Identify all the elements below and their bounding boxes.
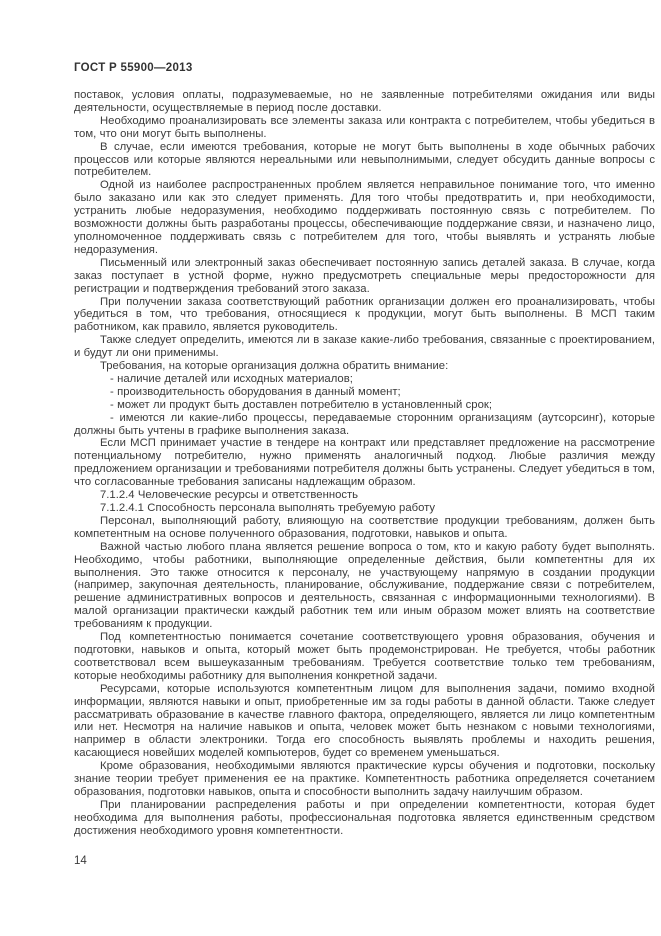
paragraph: Также следует определить, имеются ли в заказе какие-либо требования, связанные с проектированием, и будут ли они применимы.	[74, 334, 655, 360]
paragraph: Требования, на которые организация должна обратить внимание:	[100, 360, 449, 373]
paragraph: Под компетентностью понимается сочетание соответствующего уровня образования, обучения и подготовки, навыков и опыта, который может быть продемонстрирован. Не требуется, чтобы работник соответствовал всем вышеуказанным требованиям. Требуется соответствие только тем требованиям, которые необходимы работнику для выполнения конкретной задачи.	[74, 631, 655, 682]
paragraph: Если МСП принимает участие в тендере на контракт или представляет предложение на рассмотрение потенциальному потребителю, нужно применять аналогичный подход. Любые различия между предложением организации и требованиями потребителя должны быть устранены. Следует убедиться в том, что согласованные требования записаны надлежащим образом.	[74, 437, 655, 489]
page-number: 14	[74, 855, 87, 867]
paragraph: При планировании распределения работы и при определении компетентности, которая будет необходима для выполнения работы, профессиональная подготовка является единственным средством достижения необходимого уровня компетентности.	[74, 798, 655, 837]
list-item: - может ли продукт быть доставлен потребителю в установленный срок;	[110, 398, 492, 411]
text-column	[74, 62, 655, 838]
paragraph: поставок, условия оплаты, подразумеваемые, но не заявленные потребителями ожидания или виды деятельности, осуществляемые в период после доставки.	[74, 89, 655, 114]
paragraph: Одной из наиболее распространенных проблем является неправильное понимание того, что именно было заказано или как это следует применять. Для того чтобы предотвратить и, при необходимости, устранить любые недоразумения, необходимо поддерживать постоянную связь с потребителем. По возможности должны быть разработаны процессы, обеспечивающие поддержание связи, и назначено лицо, уполномоченное поддерживать связь с потребителем для того, чтобы выявлять и устранять любые недоразумения.	[74, 179, 655, 256]
list-item: - наличие деталей или исходных материалов;	[110, 372, 353, 385]
paragraph: Ресурсами, которые используются компетентным лицом для выполнения задачи, помимо входной информации, являются навыки и опыт, приобретенные им за годы работы в данной области. Также следует рассматривать образование в качестве главного фактора, определяющего, является ли лицо компетентным или нет. Несмотря на наличие навыков и опыта, человек может быть незнаком с новыми технологиями, например в области электроники. Тогда его способность выявлять проблемы и находить решения, касающиеся новейших моделей компьютеров, будет со временем уменьшаться.	[74, 682, 655, 760]
list-item: - производительность оборудования в данный момент;	[110, 385, 401, 398]
running-header: ГОСТ Р 55900—2013	[74, 62, 193, 74]
paragraph: При получении заказа соответствующий работник организации должен его проанализировать, чтобы убедиться в том, что требования, относящиеся к продукции, могут быть выполнены. В МСП таким работником, как правило, является руководитель.	[74, 295, 655, 334]
paragraph: Персонал, выполняющий работу, влияющую на соответствие продукции требованиям, должен быть компетентным на основе полученного образования, подготовки, навыков и опыта.	[74, 514, 655, 540]
paragraph: В случае, если имеются требования, которые не могут быть выполнены в ходе обычных рабочих процессов или которые являются нереальными или невыполнимыми, следует обсудить данные вопросы с потребителем.	[74, 140, 655, 179]
paragraph: Кроме образования, необходимыми являются практические курсы обучения и подготовки, поскольку знание теории требует применения ее на практике. Компетентность работника определяется сочетанием образования, подготовки навыков, опыта и способности выполнить задачу наилучшим образом.	[74, 760, 655, 798]
clause-heading: 7.1.2.4.1 Способность персонала выполнять требуемую работу	[100, 502, 436, 514]
paragraph: Необходимо проанализировать все элементы заказа или контракта с потребителем, чтобы убедиться в том, что они могут быть выполнены.	[74, 114, 655, 140]
list-item: - имеются ли какие-либо процессы, передаваемые сторонним организациям (аутсорсинг), которые должны быть учтены в графике выполнения заказа.	[74, 411, 655, 437]
paragraph: Важной частью любого плана является решение вопроса о том, кто и какую работу будет выполнять. Необходимо, чтобы работники, выполняющие определенные действия, были компетентны для их выполнения. Это также относится к персоналу, не участвующему напрямую в создании продукции (например, закупочная деятельность, планирование, обслуживание, поддержание связи с потребителем, решение административных вопросов и деятельность, связанная с информационными технологиями). В малой организации практически каждый работник тем или иным образом может влиять на соответствие требованиям к продукции.	[74, 540, 655, 631]
clause-heading: 7.1.2.4 Человеческие ресурсы и ответственность	[100, 489, 359, 502]
paragraph: Письменный или электронный заказ обеспечивает постоянную запись деталей заказа. В случае, когда заказ поступает в устной форме, нужно предусмотреть специальные меры предосторожности для регистрации и подтверждения требований этого заказа.	[74, 256, 655, 295]
